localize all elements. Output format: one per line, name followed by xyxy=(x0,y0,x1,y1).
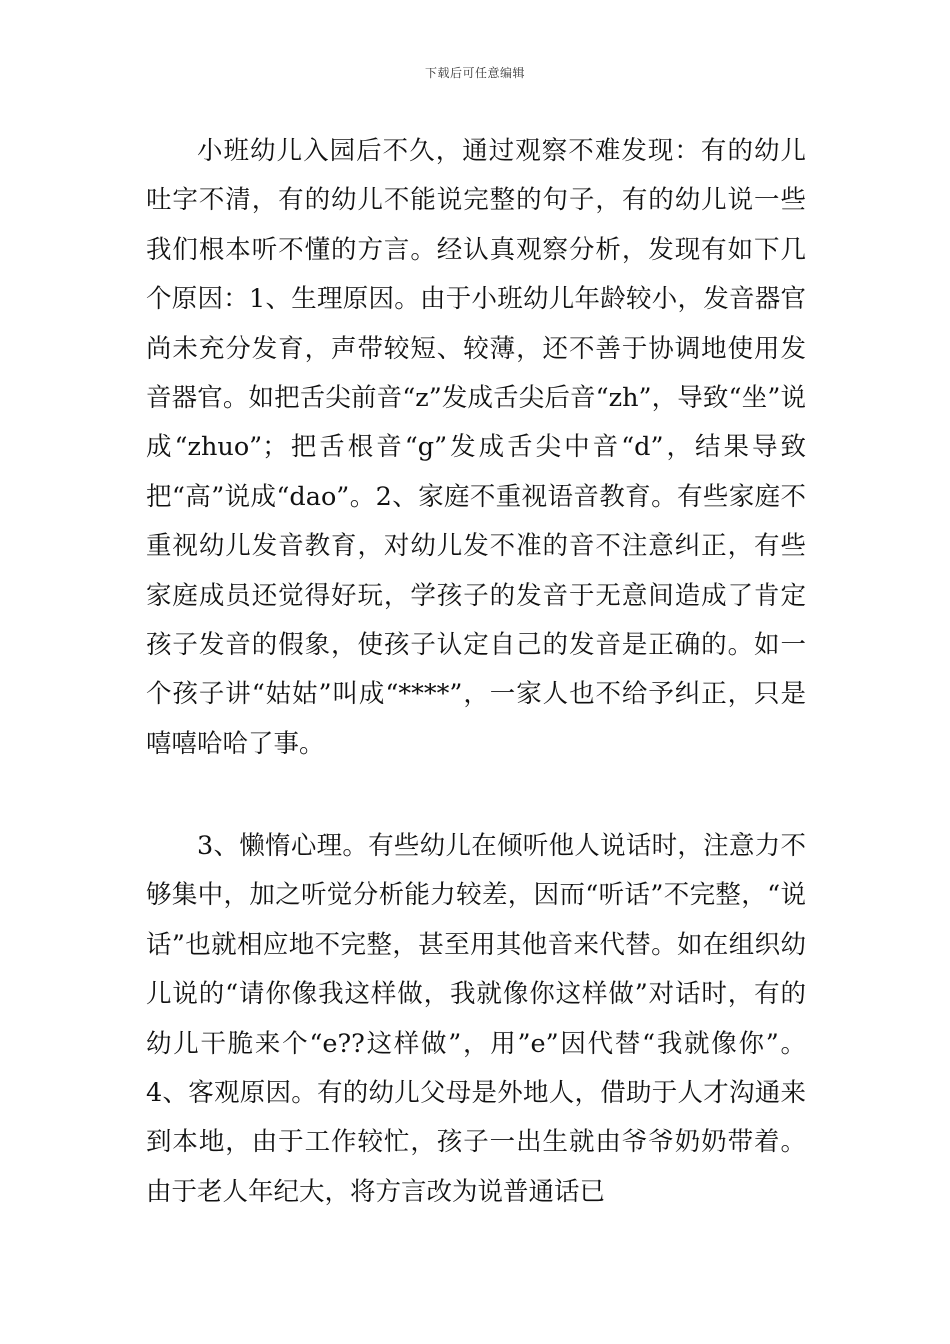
page-header-note: 下载后可任意编辑 xyxy=(424,66,525,80)
paragraph-1: 小班幼儿入园后不久，通过观察不难发现：有的幼儿吐字不清，有的幼儿不能说完整的句子，有的幼儿说一些我们根本听不懂的方言。经认真观察分析，发现有如下几个原因：1、生理原因。由于小班幼儿年龄较小，发音器官尚未充分发育，声带较短、较薄，还不善于协调地使用发音器官。如把舌尖前音“z”发成舌尖后音“zh”，导致“坐”说成“zhuo”；把舌根音“g”发成舌尖中音“d”，结果导致把“高”说成“dao”。2、家庭不重视语音教育。有些家庭不重视幼儿发音教育，对幼儿发不准的音不注意纠正，有些家庭成员还觉得好玩，学孩子的发音于无意间造成了肯定孩子发音的假象，使孩子认定自己的发音是正确的。如一个孩子讲“姑姑”叫成“****”，一家人也不给予纠正，只是嘻嘻哈哈了事。 xyxy=(146,136,806,759)
paragraph-2: 3、懒惰心理。有些幼儿在倾听他人说话时，注意力不够集中，加之听觉分析能力较差，因而“听话”不完整，“说话”也就相应地不完整，甚至用其他音来代替。如在组织幼儿说的“请你像我这样做，我就像你这样做”对话时，有的幼儿干脆来个“e??这样做”，用”e”因代替“我就像你”。4、客观原因。有的幼儿父母是外地人，借助于人才沟通来到本地，由于工作较忙，孩子一出生就由爷爷奶奶带着。由于老人年纪大，将方言改为说普通话已 xyxy=(146,831,806,1207)
